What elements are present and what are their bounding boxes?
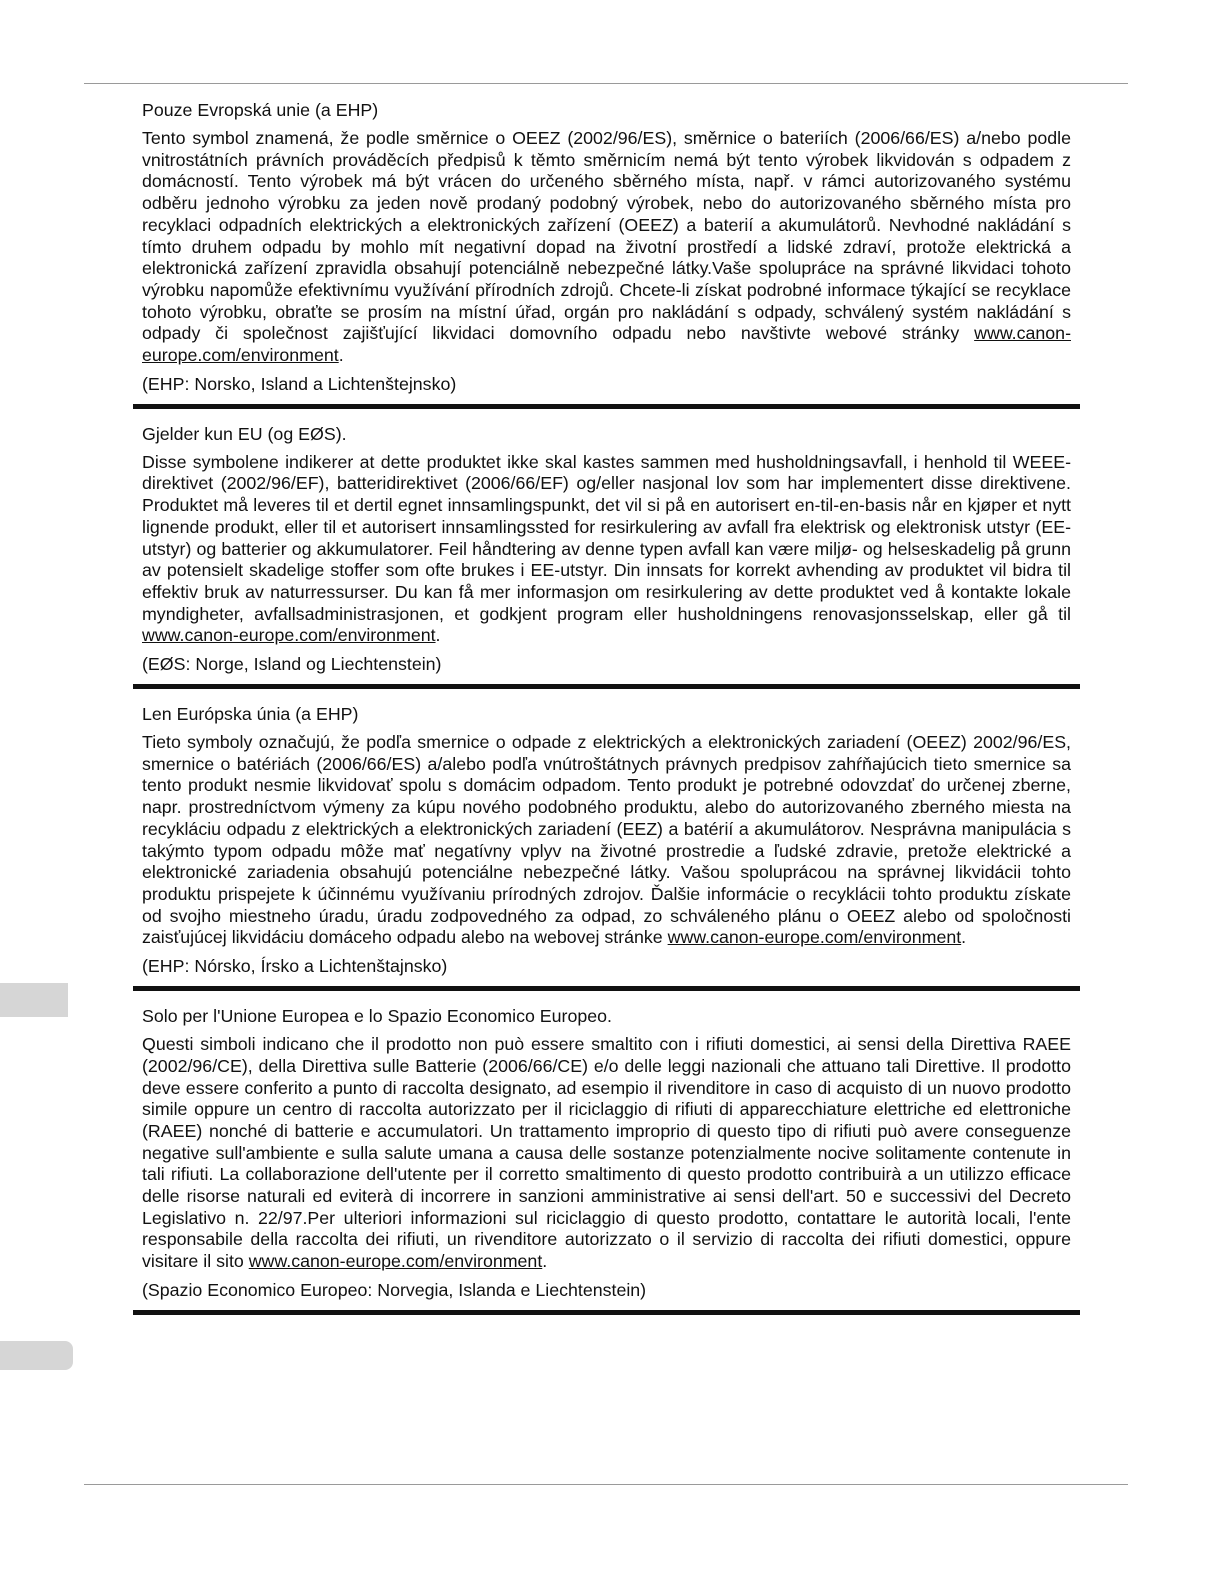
section-czech	[133, 96, 1080, 409]
environment-link[interactable]: www.canon-europe.com/environment	[142, 323, 1071, 366]
section-heading: Solo per l'Unione Europea e lo Spazio Economico Europeo.	[142, 1006, 612, 1027]
page-bottom-rule	[84, 1484, 1128, 1485]
section-slovak	[133, 700, 1080, 991]
section-norwegian	[133, 420, 1080, 689]
section-body	[142, 128, 1071, 367]
section-heading: Gjelder kun EU (og EØS).	[142, 423, 347, 444]
document-content	[133, 96, 1080, 1326]
section-note: (EHP: Nórsko, Írsko a Lichtenštajnsko)	[142, 956, 448, 977]
section-body	[142, 452, 1071, 647]
body-text: Questi simboli indicano che il prodotto non può essere smaltito con i rifiuti domestici, ai sensi della Direttiva RAEE (2002/96/CE), della Direttiva sulle Batterie (2006/66/CE) e/o delle leggi nazionali che attuano tali Direttive. Il prodotto deve essere conferito a punto di raccolta designato, ad esempio il rivenditore in caso di acquisto di un nuovo prodotto simile oppure un centro di raccolta autorizzato per il riciclaggio di rifiuti di apparecchiature elettriche ed elettroniche (RAEE) nonché di batterie e accumulatori. Un trattamento improprio di questo tipo di rifiuti può avere conseguenze negative sull'ambiente e sulla salute umana a causa delle sostanze potenzialmente nocive solitamente contenute in tali rifiuti. La collaborazione dell'utente per il corretto smaltimento di questo prodotto contribuirà a un utilizzo efficace delle risorse naturali ed eviterà di incorrere in sanzioni amministrative ai sensi dell'art. 50 e successivi del Decreto Legislativo n. 22/97.Per ulteriori informazioni sul riciclaggio di questo prodotto, contattare le autorità locali, l'ente responsabile della raccolta dei rifiuti, un rivenditore autorizzato o il servizio di raccolta dei rifiuti domestici, oppure visitare il sito	[142, 1034, 1071, 1272]
environment-link[interactable]: www.canon-europe.com/environment	[667, 927, 962, 948]
section-note: (EHP: Norsko, Island a Lichtenštejnsko)	[142, 373, 457, 394]
side-index-tab	[0, 1341, 73, 1370]
environment-link[interactable]: www.canon-europe.com/environment	[142, 625, 436, 646]
section-body	[142, 1034, 1071, 1273]
body-tail: .	[435, 625, 441, 646]
section-heading: Len Európska únia (a EHP)	[142, 704, 359, 725]
section-heading: Pouze Evropská unie (a EHP)	[142, 100, 379, 120]
body-tail: .	[338, 345, 344, 366]
body-text: Tieto symboly označujú, že podľa smernice o odpade z elektrických a elektronických zariadení (OEEZ) 2002/96/ES, smernice o batériách (2006/66/ES) a/alebo podľa vnútroštátnych právnych predpisov zahŕňajúcich tieto smernice sa tento produkt nesmie likvidovať spolu s domácim odpadom. Tento produkt je potrebné odovzdať do určenej zberne, napr. prostredníctvom výmeny za kúpu nového podobného produktu, alebo do autorizovaného zberného miesta na recykláciu odpadu z elektrických a elektronických zariadení (EEZ) a batérií a akumulátorov. Nesprávna manipulácia s takýmto typom odpadu môže mať negatívny vplyv na životné prostredie a ľudské zdravie, pretože elektrické a elektronické zariadenia obsahujú potenciálne nebezpečné látky. Vašou spoluprácou na správnej likvidácii tohto produktu prispejete k účinnému využívaniu prírodných zdrojov. Ďalšie informácie o recyklácii tohto produktu získate od svojho miestneho úradu, úradu zodpovedného za odpad, zo schváleného plánu o OEEZ alebo od spoločnosti zaisťujúcej likvidáciu domáceho odpadu alebo na webovej stránke	[142, 732, 1071, 948]
side-thumb-tab	[0, 983, 68, 1017]
body-tail: .	[961, 927, 967, 948]
body-text: Tento symbol znamená, že podle směrnice o OEEZ (2002/96/ES), směrnice o bateriích (2006/66/ES) a/nebo podle vnitrostátních právních prováděcích předpisů k těmto směrnicím nemá být tento výrobek likvidován s odpadem z domácností. Tento výrobek má být vrácen do určeného sběrného místa, např. v rámci autorizovaného systému odběru jednoho výrobku za jeden nově prodaný podobný výrobek, nebo do autorizovaného sběrného místa pro recyklaci odpadních elektrických a elektronických zařízení (OEEZ) a baterií a akumulátorů. Nevhodné nakládání s tímto druhem odpadu by mohlo mít negativní dopad na životní prostředí a lidské zdraví, protože elektrická a elektronická zařízení zpravidla obsahují potenciálně nebezpečné látky.Vaše spolupráce na správné likvidaci tohoto výrobku napomůže efektivnímu využívání přírodních zdrojů. Chcete-li získat podrobné informace týkající se recyklace tohoto výrobku, obraťte se prosím na místní úřad, orgán pro nakládání s odpady, schválený systém nakládání s odpady či společnost zajišťující likvidaci domovního odpadu nebo navštivte webové stránky	[142, 128, 1071, 344]
section-italian	[133, 1002, 1080, 1315]
environment-link[interactable]: www.canon-europe.com/environment	[248, 1251, 543, 1272]
page-top-rule	[84, 83, 1128, 84]
section-note: (EØS: Norge, Island og Liechtenstein)	[142, 654, 442, 675]
body-tail: .	[542, 1251, 548, 1272]
body-text: Disse symbolene indikerer at dette produktet ikke skal kastes sammen med husholdningsavfall, i henhold til WEEE-direktivet (2002/96/EF), batteridirektivet (2006/66/EF) og/eller nasjonal lov som har implementert disse direktivene. Produktet må leveres til et dertil egnet innsamlingspunkt, det vil si på en autorisert en-til-en-basis når en kjøper et nytt lignende produkt, eller til et autorisert innsamlingssted for resirkulering av avfall fra elektrisk og elektronisk utstyr (EE-utstyr) og batterier og akkumulatorer. Feil håndtering av denne typen avfall kan være miljø- og helseskadelig på grunn av potensielt skadelige stoffer som ofte brukes i EE-utstyr. Din innsats for korrekt avhending av produktet vil bidra til effektiv bruk av naturressurser. Du kan få mer informasjon om resirkulering av dette produktet ved å kontakte lokale myndigheter, avfallsadministrasjonen, et godkjent program eller husholdningens renovasjonsselskap, eller gå til	[142, 451, 1071, 624]
section-body	[142, 732, 1071, 949]
section-note: (Spazio Economico Europeo: Norvegia, Islanda e Liechtenstein)	[142, 1279, 647, 1300]
